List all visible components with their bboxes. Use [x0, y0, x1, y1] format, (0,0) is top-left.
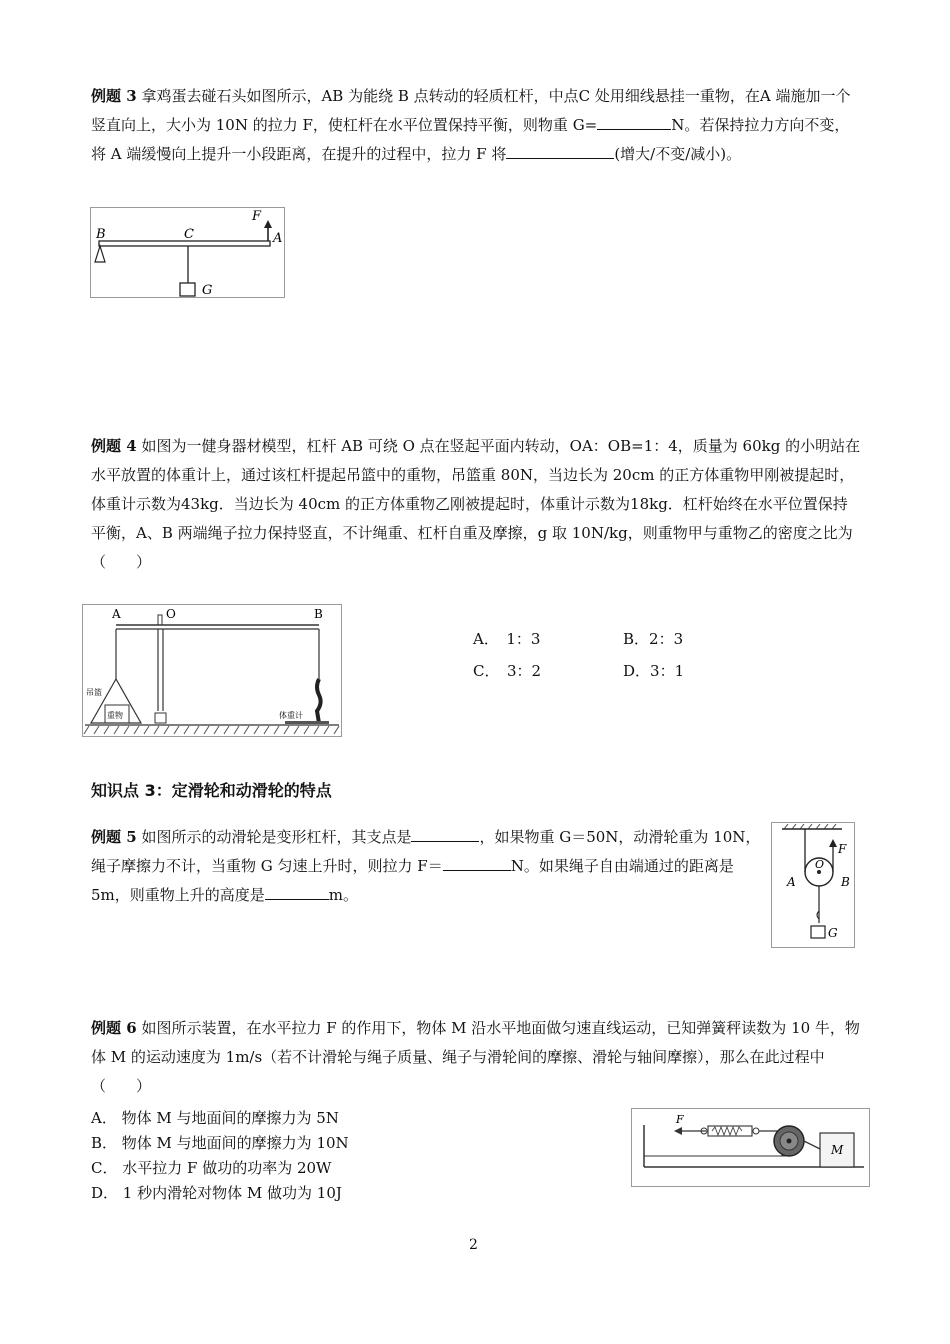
point-O-label: O [166, 607, 176, 621]
ex6-option-b: B． 物体 M 与地面间的摩擦力为 10N [91, 1134, 349, 1152]
section-heading: 知识点 3：定滑轮和动滑轮的特点 [91, 781, 332, 800]
spring-scale-pulley-diagram [632, 1109, 869, 1186]
example-5-text-3: N。如果绳子自由端通过的距离是 5m，则重物上升的高度是 [91, 857, 734, 904]
example-3-label: 例题 3 [91, 87, 137, 105]
example-3 [91, 82, 861, 169]
point-A-label: A [787, 875, 796, 889]
answer-blank-fulcrum [411, 827, 479, 842]
point-C-label: C [184, 227, 194, 242]
example-4-label: 例题 4 [91, 437, 137, 455]
example-5-text-1: 如图所示的动滑轮是变形杠杆，其支点是 [141, 828, 412, 846]
answer-blank-force-change [506, 144, 614, 159]
object-M-label: M [831, 1143, 844, 1157]
example-4-text: 如图为一健身器材模型，杠杆 AB 可绕 O 点在竖起平面内转动，OA：OB=1：4，质量为 60kg 的小明站在水平放置的体重计上，通过该杠杆提起吊篮中的重物，吊篮重 80N，当边长为 20cm 的正方体重物甲刚被提起时，体重计示数为43kg．当边长为 40cm 的正方体重物乙刚被提起时，体重计示数为18kg．杠杆始终在水平位置保持平衡，A、B 两端绳子拉力保持竖直，不计绳重、杠杆自重及摩擦，g 取 10N/kg，则重物甲与重物乙的密度之比为（ ） [91, 437, 861, 571]
weight-G-label: G [202, 283, 213, 297]
lever-figure [90, 207, 285, 298]
example-3-text-2: N。若保持拉力方向不变，将 A 端缓慢向上提升一小段距离，在提升的过程中，拉力 F 将 [91, 116, 850, 163]
ex4-option-d: D．3：1 [623, 662, 685, 680]
example-6-text: 如图所示装置，在水平拉力 F 的作用下，物体 M 沿水平地面做匀速直线运动，已知弹簧秤读数为 10 牛，物体 M 的运动速度为 1m/s（若不计滑轮与绳子质量、绳子与滑轮间的摩擦、滑轮与轴间摩擦），那么在此过程中（ ） [91, 1019, 860, 1095]
fitness-lever-figure [82, 604, 342, 737]
point-B-label: B [841, 875, 850, 889]
ex4-option-b: B．2：3 [623, 630, 684, 648]
example-4 [91, 432, 861, 577]
example-5-text-2: ，如果物重 G＝50N，动滑轮重为 10N，绳子摩擦力不计，当重物 G 匀速上升时，则拉力 F＝ [91, 828, 761, 875]
example-6 [91, 1014, 861, 1101]
basket-label: 吊篮 [86, 688, 102, 697]
example-3-text-1: 拿鸡蛋去碰石头如图所示，AB 为能绕 B 点转动的轻质杠杆，中点C 处用细线悬挂一重物，在A 端施加一个竖直向上，大小为 10N 的拉力 F，使杠杆在水平位置保持平衡，则物重 G= [91, 87, 851, 134]
answer-blank-force [443, 856, 511, 871]
force-F-label: F [676, 1113, 684, 1126]
point-B-label: B [96, 227, 106, 242]
page-number: 2 [469, 1237, 478, 1253]
movable-pulley-diagram [772, 823, 854, 947]
weight-label: 重物 [107, 711, 123, 720]
lever-diagram [91, 208, 284, 297]
answer-blank-height [265, 885, 329, 900]
scale-label: 体重计 [279, 711, 303, 720]
spring-scale-pulley-figure [631, 1108, 870, 1187]
ex4-option-a: A． 1：3 [473, 630, 541, 648]
ex6-option-d: D． 1 秒内滑轮对物体 M 做功为 10J [91, 1184, 342, 1202]
force-F-label: F [252, 209, 262, 224]
answer-blank-weight [597, 115, 671, 130]
ex6-option-a: A． 物体 M 与地面间的摩擦力为 5N [91, 1109, 339, 1127]
point-A-label: A [273, 231, 283, 246]
example-6-label: 例题 6 [91, 1019, 137, 1037]
example-5 [91, 823, 761, 910]
force-F-label: F [838, 842, 847, 856]
movable-pulley-figure [771, 822, 855, 948]
point-B-label: B [314, 607, 323, 621]
example-5-text-4: m。 [328, 886, 359, 904]
weight-G-label: G [828, 926, 838, 940]
example-3-text-3: (增大/不变/减小)。 [614, 145, 742, 163]
ex6-option-c: C． 水平拉力 F 做功的功率为 20W [91, 1159, 332, 1177]
point-A-label: A [112, 607, 121, 621]
fitness-lever-diagram [83, 605, 341, 736]
example-5-label: 例题 5 [91, 828, 137, 846]
ex4-option-c: C． 3：2 [473, 662, 542, 680]
point-O-label: O [815, 858, 825, 871]
